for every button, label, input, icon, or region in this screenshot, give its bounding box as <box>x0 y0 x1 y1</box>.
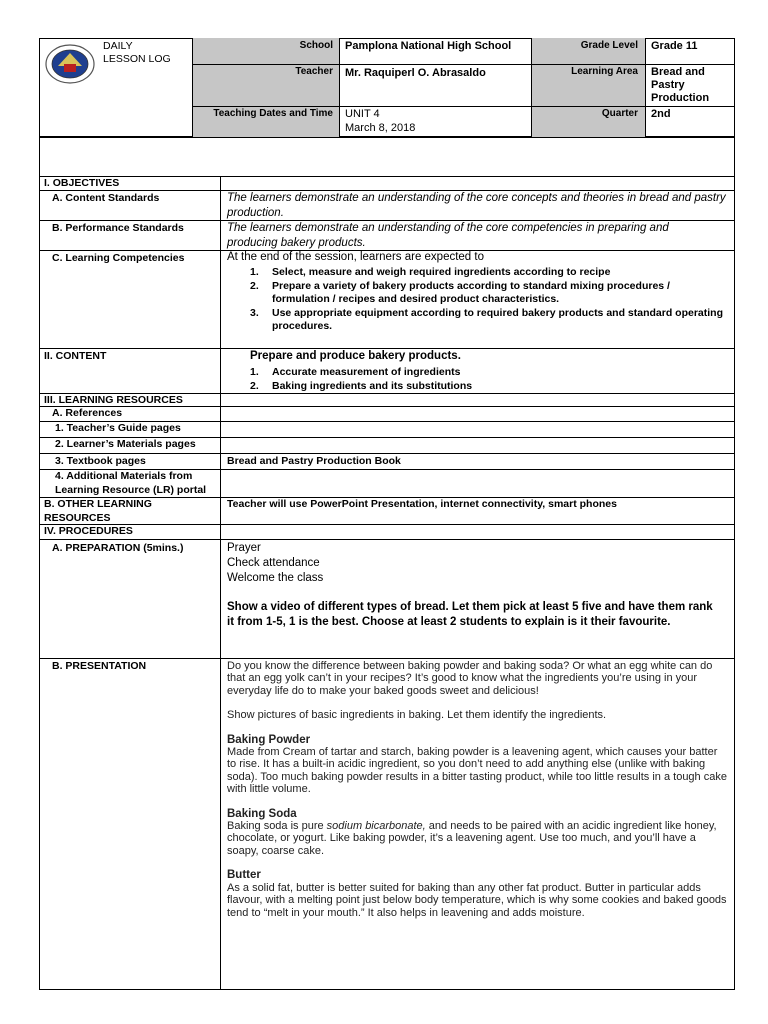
list-item: 1. Accurate measurement of ingredients <box>250 366 461 378</box>
dates-value-unit: UNIT 4 <box>345 108 380 120</box>
grade-label: Grade Level <box>580 40 638 51</box>
deped-seal-icon <box>44 44 96 84</box>
dates-label: Teaching Dates and Time <box>213 108 333 119</box>
baking-powder-title: Baking Powder <box>227 733 311 746</box>
performance-standards-text: The learners demonstrate an understanding of the core competencies in preparing and producing bakery products. <box>227 222 669 249</box>
area-value: Bread and Pastry Production <box>651 66 710 104</box>
presentation-intro: Do you know the difference between baking powder and baking soda? Or what an egg white can do that an egg yolk can’t in your recipes? It’s good to know what the ingredients you’re using in your everyday life do to make your baked goods sweet and delicious! <box>227 660 713 697</box>
butter-text: As a solid fat, butter is better suited for baking than any other fat product. Butter in particular adds flavour, with a melting point just below body temperature, which is why some cookies and baked goods tend to “melt in your mouth.” It also helps in leavening and adds moisture. <box>227 881 727 919</box>
other-resources-label: B. OTHER LEARNING RESOURCES <box>44 498 152 524</box>
learners-materials-label: 2. Learner’s Materials pages <box>55 438 196 450</box>
presentation-content <box>227 660 727 919</box>
other-resources-value: Teacher will use PowerPoint Presentation, internet connectivity, smart phones <box>227 498 617 510</box>
additional-materials-label: 4. Additional Materials from Learning Resource (LR) portal <box>55 470 207 496</box>
teacher-label: Teacher <box>295 66 333 77</box>
performance-standards-label: B. Performance Standards <box>52 222 184 234</box>
learning-competencies-label: C. Learning Competencies <box>52 252 185 264</box>
content-list <box>250 365 472 393</box>
blank-row <box>39 137 735 177</box>
preparation-label: A. PREPARATION (5mins.) <box>52 542 184 554</box>
prep-line: Check attendance <box>227 556 320 569</box>
content-title: Prepare and produce bakery products. <box>250 350 461 362</box>
teachers-guide-label: 1. Teacher’s Guide pages <box>55 422 181 434</box>
dates-value-date: March 8, 2018 <box>345 122 416 134</box>
textbook-label: 3. Textbook pages <box>55 455 146 467</box>
baking-soda-text: Baking soda is pure sodium bicarbonate, and needs to be paired with an acidic ingredient like honey, chocolate, or yogurt. Like baking powder, it’s a leavening agent. Use too much, and you’ll have a soapy, coarse cake. <box>227 820 717 857</box>
preparation-lines <box>227 541 323 585</box>
school-value: Pamplona National High School <box>345 40 512 52</box>
references-label: A. References <box>52 407 123 419</box>
area-label: Learning Area <box>571 66 638 77</box>
baking-powder-text: Made from Cream of tartar and starch, baking powder is a leavening agent, which causes your batter to rise. It has a built-in acidic ingredient, so you don’t need to add anything else (unlike with baking soda). Too much baking powder results in a bitter tasting product, while too little results in a tough cake with little volume. <box>227 746 727 796</box>
butter-title: Butter <box>227 869 261 882</box>
procedures-heading: IV. PROCEDURES <box>44 525 133 537</box>
baking-soda-title: Baking Soda <box>227 807 297 820</box>
preparation-paragraph: Show a video of different types of bread. Let them pick at least 5 five and have them rank it from 1-5, 1 is the best. Choose at least 2 students to explain is it their favourite. <box>227 601 713 628</box>
competencies-list <box>250 266 728 334</box>
grade-value: Grade 11 <box>651 40 698 52</box>
quarter-label: Quarter <box>601 108 638 119</box>
resources-heading: III. LEARNING RESOURCES <box>44 394 183 406</box>
teacher-value: Mr. Raquiperl O. Abrasaldo <box>345 67 486 79</box>
school-label-cell <box>192 38 340 137</box>
quarter-value: 2nd <box>651 108 671 120</box>
grade-label-cell <box>531 38 646 137</box>
doc-title: DAILY LESSON LOG <box>103 40 171 65</box>
list-item: 1. Select, measure and weigh required ingredients according to recipe <box>250 266 611 278</box>
objectives-heading: I. OBJECTIVES <box>44 177 120 189</box>
list-item: 3. Use appropriate equipment according to required bakery products and standard operating procedures. <box>250 306 723 332</box>
content-heading: II. CONTENT <box>44 350 107 362</box>
prep-line: Prayer <box>227 542 261 554</box>
prep-line: Welcome the class <box>227 571 324 584</box>
list-item: 2. Prepare a variety of bakery products according to standard mixing procedures / formulation / recipes and desired product characteristics. <box>250 279 670 305</box>
presentation-label: B. PRESENTATION <box>52 660 147 672</box>
content-standards-label: A. Content Standards <box>52 192 160 204</box>
list-item: 2. Baking ingredients and its substitutions <box>250 380 473 392</box>
textbook-value: Bread and Pastry Production Book <box>227 455 401 467</box>
competencies-intro: At the end of the session, learners are expected to <box>227 251 484 263</box>
school-label: School <box>299 40 333 51</box>
content-standards-text: The learners demonstrate an understanding of the core concepts and theories in bread and pastry production. <box>227 192 726 219</box>
presentation-show: Show pictures of basic ingredients in baking. Let them identify the ingredients. <box>227 709 607 722</box>
